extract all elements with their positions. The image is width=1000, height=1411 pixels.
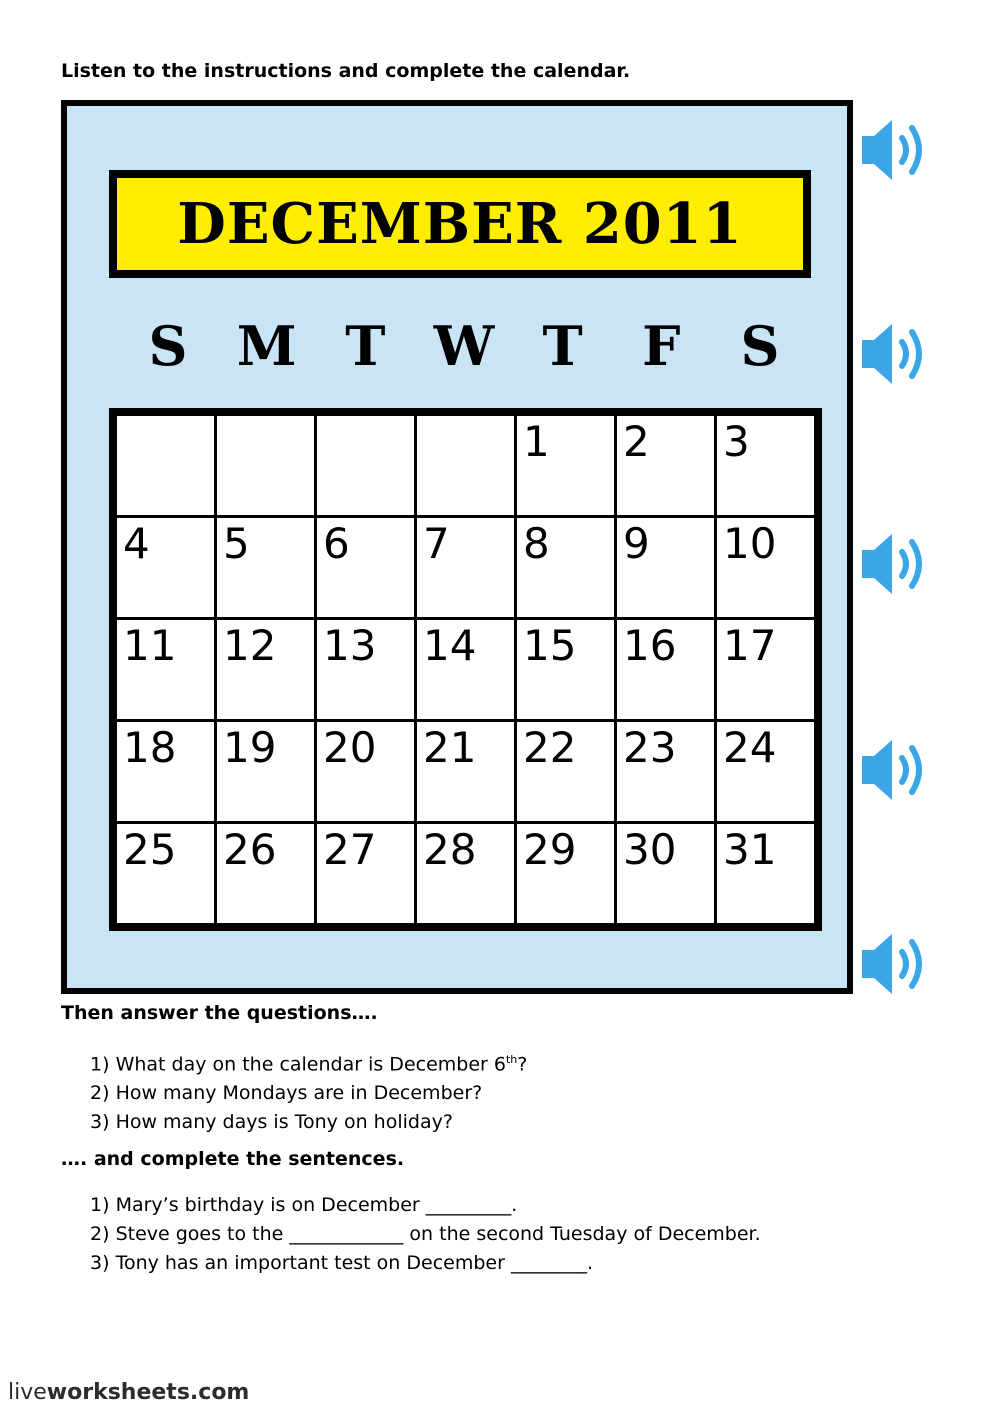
sentence-item: [90, 1220, 761, 1249]
month-title: DECEMBER 2011: [109, 170, 811, 278]
question-text: How many days is Tony on holiday?: [115, 1111, 453, 1134]
calendar-day-cell: 14: [417, 620, 514, 719]
calendar-day-cell: 1: [517, 416, 614, 515]
calendar-day-cell: 13: [317, 620, 414, 719]
sentence-item: [90, 1191, 761, 1220]
calendar-day-cell: 21: [417, 722, 514, 821]
calendar-day-cell: 11: [117, 620, 214, 719]
calendar-day-cell: 7: [417, 518, 514, 617]
questions-heading: Then answer the questions….: [61, 1002, 378, 1024]
sentence-text[interactable]: Steve goes to the ____________ on the second Tuesday of December.: [115, 1223, 761, 1245]
calendar-day-cell: 29: [517, 824, 614, 923]
question-item: [90, 1079, 527, 1108]
calendar-day-cell: 5: [217, 518, 314, 617]
speaker-icon[interactable]: [860, 734, 930, 806]
calendar-day-cell: 12: [217, 620, 314, 719]
calendar-grid: [109, 408, 822, 931]
sentence-number: 1): [90, 1194, 110, 1216]
weekday-tuesday: T: [345, 314, 386, 378]
speaker-icon[interactable]: [860, 928, 930, 1000]
question-item: [90, 1108, 527, 1137]
questions-list: [90, 1045, 527, 1137]
instructions-text: Listen to the instructions and complete the calendar.: [61, 60, 631, 82]
weekday-headers: [119, 314, 809, 378]
question-text: What day on the calendar is December 6: [115, 1053, 506, 1076]
calendar-day-cell: 9: [617, 518, 714, 617]
calendar-day-cell: [317, 416, 414, 515]
weekday-monday: M: [236, 314, 297, 378]
sentence-item: [90, 1249, 761, 1278]
sentence-text[interactable]: Mary’s birthday is on December _________.: [115, 1194, 518, 1216]
weekday-wednesday: W: [433, 314, 495, 378]
calendar-day-cell: 16: [617, 620, 714, 719]
ordinal-suffix: th: [505, 1053, 518, 1066]
calendar-day-cell: 15: [517, 620, 614, 719]
question-number: 1): [90, 1053, 110, 1076]
sentence-number: 3): [90, 1252, 110, 1274]
calendar: [61, 100, 853, 994]
calendar-day-cell: [417, 416, 514, 515]
brand-logo: liveworksheets.com: [8, 1380, 250, 1405]
speaker-icon[interactable]: [860, 318, 930, 390]
calendar-day-cell: 3: [717, 416, 814, 515]
calendar-day-cell: 2: [617, 416, 714, 515]
speaker-icon[interactable]: [860, 114, 930, 186]
question-number: 3): [90, 1111, 110, 1134]
calendar-day-cell: 24: [717, 722, 814, 821]
weekday-saturday: S: [740, 314, 780, 378]
calendar-day-cell: [217, 416, 314, 515]
weekday-sunday: S: [148, 314, 188, 378]
speaker-icon[interactable]: [860, 528, 930, 600]
calendar-day-cell: 25: [117, 824, 214, 923]
question-text: How many Mondays are in December?: [115, 1082, 483, 1105]
weekday-friday: F: [642, 314, 681, 378]
calendar-day-cell: 28: [417, 824, 514, 923]
calendar-day-cell: 26: [217, 824, 314, 923]
calendar-day-cell: 31: [717, 824, 814, 923]
question-text-end: ?: [517, 1053, 528, 1076]
sentences-heading: …. and complete the sentences.: [61, 1148, 405, 1170]
calendar-day-cell: 4: [117, 518, 214, 617]
sentences-list: [90, 1191, 761, 1278]
calendar-day-cell: 6: [317, 518, 414, 617]
calendar-day-cell: 30: [617, 824, 714, 923]
calendar-day-cell: 17: [717, 620, 814, 719]
calendar-day-cell: 18: [117, 722, 214, 821]
calendar-day-cell: 10: [717, 518, 814, 617]
calendar-day-cell: 23: [617, 722, 714, 821]
calendar-day-cell: 27: [317, 824, 414, 923]
calendar-day-cell: 8: [517, 518, 614, 617]
calendar-day-cell: 20: [317, 722, 414, 821]
sentence-number: 2): [90, 1223, 110, 1245]
calendar-day-cell: 22: [517, 722, 614, 821]
sentence-text[interactable]: Tony has an important test on December ________.: [115, 1252, 593, 1274]
question-item: [90, 1045, 527, 1079]
calendar-day-cell: [117, 416, 214, 515]
weekday-thursday: T: [542, 314, 583, 378]
question-number: 2): [90, 1082, 110, 1105]
calendar-day-cell: 19: [217, 722, 314, 821]
